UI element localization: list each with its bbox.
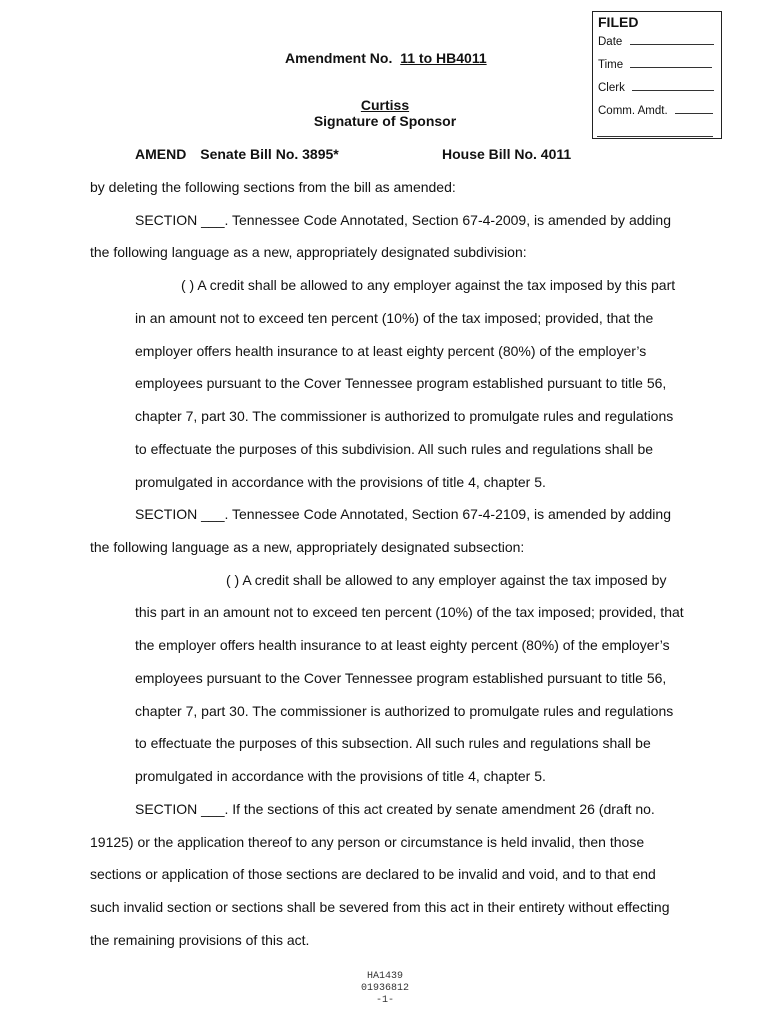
filed-date-blank xyxy=(630,34,714,45)
filed-date-row xyxy=(598,34,714,48)
filed-time-row xyxy=(598,57,712,71)
body-line: ( ) A credit shall be allowed to any employer against the tax imposed by this part xyxy=(181,277,676,293)
sponsor-caption: Signature of Sponsor xyxy=(313,113,457,129)
body-line: chapter 7, part 30. The commissioner is authorized to promulgate rules and regulations xyxy=(135,408,674,424)
body-line: the following language as a new, appropriately designated subdivision: xyxy=(90,244,527,260)
body-line: employees pursuant to the Cover Tennessee program established pursuant to title 56, xyxy=(135,375,667,391)
footer-page: -1- xyxy=(375,995,394,1006)
body-line: SECTION ___. Tennessee Code Annotated, Section 67-4-2009, is amended by adding xyxy=(135,212,671,228)
body-line: in an amount not to exceed ten percent (10%) of the tax imposed; provided, that the xyxy=(135,310,654,326)
amend-line xyxy=(135,146,339,162)
body-line: this part in an amount not to exceed ten percent (10%) of the tax imposed; provided, that xyxy=(135,604,684,620)
filed-time-label: Time xyxy=(598,59,624,71)
body-line: such invalid section or sections shall be severed from this act in their entirety without effecting xyxy=(90,899,670,915)
body-line: the remaining provisions of this act. xyxy=(90,932,310,948)
body-line: sections or application of those sections are declared to be invalid and void, and to that end xyxy=(90,866,656,882)
body-line: to effectuate the purposes of this subsection. All such rules and regulations shall be xyxy=(135,735,651,751)
body-line: by deleting the following sections from the bill as amended: xyxy=(90,179,456,195)
body-line: promulgated in accordance with the provisions of title 4, chapter 5. xyxy=(135,768,546,784)
footer-code: HA1439 xyxy=(366,971,403,982)
body-line: 19125) or the application thereof to any person or circumstance is held invalid, then those xyxy=(90,834,645,850)
senate-bill: Senate Bill No. 3895* xyxy=(200,146,339,162)
filed-clerk-row xyxy=(598,80,714,94)
sponsor-name: Curtiss xyxy=(360,97,410,113)
body-line: chapter 7, part 30. The commissioner is authorized to promulgate rules and regulations xyxy=(135,703,674,719)
filed-time-blank xyxy=(630,57,712,68)
filed-clerk-label: Clerk xyxy=(598,82,625,94)
house-bill: House Bill No. 4011 xyxy=(442,146,572,162)
body-line: SECTION ___. If the sections of this act created by senate amendment 26 (draft no. xyxy=(135,801,655,817)
footer-number: 01936812 xyxy=(360,983,409,994)
amendment-ref: 11 to HB4011 xyxy=(400,50,487,66)
filed-comm-label: Comm. Amdt. xyxy=(598,105,668,117)
body-line: the employer offers health insurance to at least eighty percent (80%) of the employer’s xyxy=(135,637,670,653)
body-line: to effectuate the purposes of this subdivision. All such rules and regulations shall be xyxy=(135,441,654,457)
body-line: ( ) A credit shall be allowed to any employer against the tax imposed by xyxy=(226,572,667,588)
body-line: employer offers health insurance to at least eighty percent (80%) of the employer’s xyxy=(135,343,647,359)
body-line: SECTION ___. Tennessee Code Annotated, Section 67-4-2109, is amended by adding xyxy=(135,506,671,522)
amendment-prefix: Amendment No. xyxy=(285,50,393,66)
filed-title: FILED xyxy=(598,14,639,30)
body-line: employees pursuant to the Cover Tennessee program established pursuant to title 56, xyxy=(135,670,667,686)
body-line: the following language as a new, appropriately designated subsection: xyxy=(90,539,525,555)
amend-label: AMEND xyxy=(135,146,187,162)
amendment-number xyxy=(285,50,487,66)
body-line: promulgated in accordance with the provisions of title 4, chapter 5. xyxy=(135,474,546,490)
filed-clerk-blank xyxy=(632,80,714,91)
filed-date-label: Date xyxy=(598,36,623,48)
